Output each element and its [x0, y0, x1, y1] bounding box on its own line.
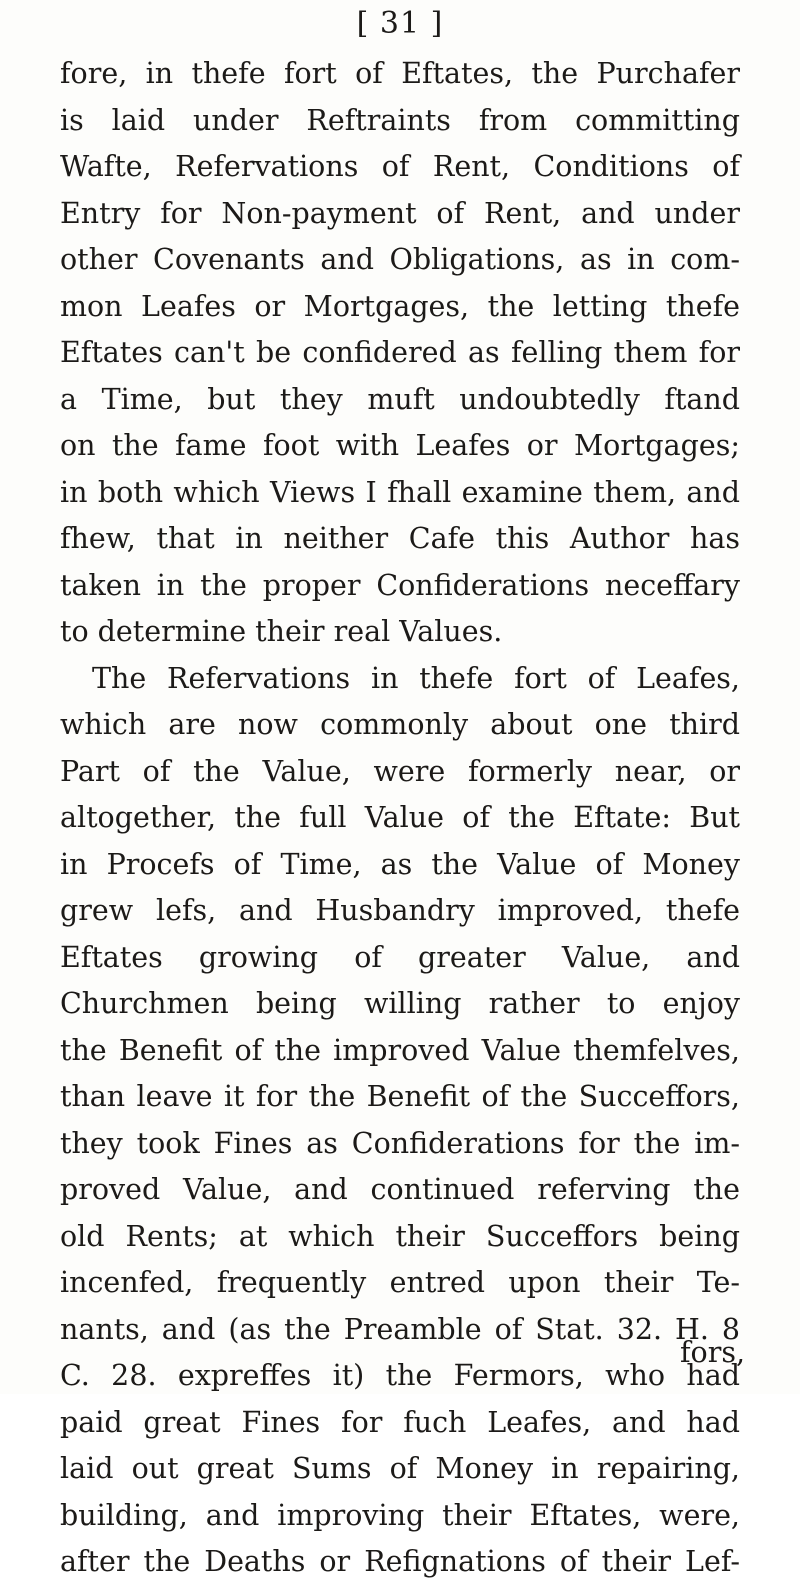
text-line: Entry for Non-payment of Rent, and under — [60, 196, 740, 230]
text-line: than leave it for the Benefit of the Succeffors, — [60, 1080, 740, 1113]
text-line: other Covenants and Obligations, as in com- — [60, 243, 740, 276]
text-line: C. 28. expreffes it) the Fermors, who had — [60, 1359, 740, 1392]
paragraph-first-line: The Refervations in thefe fort of Leafes, — [92, 661, 740, 695]
text-line: Eftates can't be confidered as felling them for — [60, 336, 740, 369]
text-line: paid great Fines for fuch Leafes, and had — [60, 1405, 740, 1439]
text-line: Churchmen being willing rather to enjoy — [60, 987, 740, 1020]
text-line: Part of the Value, were formerly near, or — [60, 754, 740, 788]
text-line: building, and improving their Eftates, were, — [60, 1498, 740, 1532]
text-line: a Time, but they muft undoubtedly ftand — [60, 382, 740, 416]
text-line: taken in the proper Confiderations neceffary — [60, 568, 740, 602]
text-line: which are now commonly about one third — [60, 708, 740, 741]
text-line: mon Leafes or Mortgages, the letting thefe — [60, 289, 740, 323]
text-line: incenfed, frequently entred upon their Te- — [60, 1266, 740, 1299]
text-line: is laid under Reftraints from committing — [60, 103, 740, 137]
text-line: fore, in thefe fort of Eftates, the Purchafer — [60, 57, 740, 90]
text-line: proved Value, and continued referving the — [60, 1173, 740, 1206]
body-text — [60, 51, 740, 1586]
text-line: after the Deaths or Refignations of their Lef- — [60, 1545, 740, 1578]
text-line: in Procefs of Time, as the Value of Money — [60, 847, 740, 881]
text-line: altogether, the full Value of the Eftate: But — [60, 801, 740, 834]
catchword: fors, — [680, 1336, 746, 1369]
text-line: to determine their real Values. — [60, 615, 503, 648]
page-number: [ 31 ] — [356, 6, 444, 41]
text-line: the Benefit of the improved Value themfelves, — [60, 1033, 740, 1067]
text-line: Wafte, Refervations of Rent, Conditions of — [60, 150, 740, 183]
text-line: fhew, that in neither Cafe this Author has — [60, 522, 740, 555]
text-line: they took Fines as Confiderations for the im- — [60, 1126, 740, 1160]
text-line: on the fame foot with Leafes or Mortgages; — [60, 429, 740, 462]
text-line: in both which Views I fhall examine them, and — [60, 475, 740, 509]
text-line: nants, and (as the Preamble of Stat. 32. H. 8 — [60, 1312, 740, 1346]
text-line: old Rents; at which their Succeffors being — [60, 1219, 740, 1253]
text-line: grew lefs, and Husbandry improved, thefe — [60, 894, 740, 927]
text-line: laid out great Sums of Money in repairing, — [60, 1452, 740, 1485]
text-line: Eftates growing of greater Value, and — [60, 940, 740, 974]
